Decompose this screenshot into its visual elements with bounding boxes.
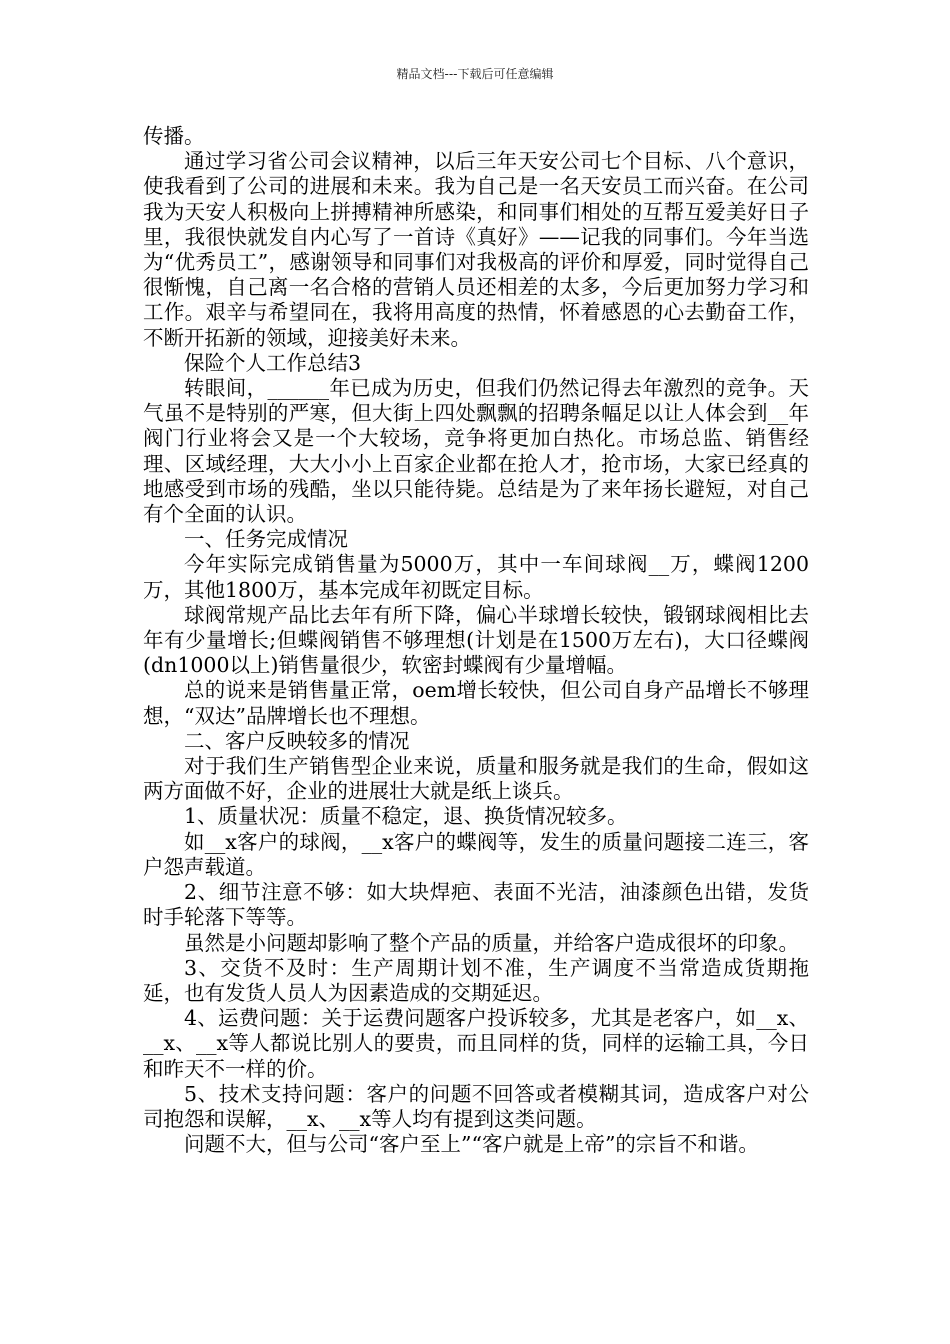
- paragraph: 总的说来是销售量正常，oem增长较快，但公司自身产品增长不够理想，“双达”品牌增长也不理想。: [143, 678, 809, 728]
- section-heading: 二、客户反映较多的情况: [184, 728, 410, 753]
- list-item: 4、运费问题：关于运费问题客户投诉较多，尤其是老客户，如__x、__x、__x等人都说比别人的要贵，而且同样的货，同样的运输工具，今日和昨天不一样的价。: [143, 1006, 809, 1081]
- paragraph: 今年实际完成销售量为5000万，其中一车间球阀__万，蝶阀1200万，其他1800万，基本完成年初既定目标。: [143, 552, 809, 602]
- list-item: 1、质量状况：质量不稳定，退、换货情况较多。: [184, 804, 628, 829]
- paragraph: 转眼间，______年已成为历史，但我们仍然记得去年激烈的竞争。天气虽不是特别的严寒，但大街上四处飘飘的招聘条幅足以让人体会到__年阀门行业将会又是一个大较场，竞争将更加白热化。市场总监、销售经理、区域经理，大大小小上百家企业都在抢人才，抢市场，大家已经真的地感受到市场的残酷，坐以只能待毙。总结是为了来年扬长避短，对自己有个全面的认识。: [143, 376, 809, 527]
- list-item: 3、交货不及时：生产周期计划不准，生产调度不当常造成货期拖延，也有发货人员人为因素造成的交期延迟。: [143, 955, 809, 1005]
- section-heading: 一、任务完成情况: [184, 527, 348, 552]
- section-title: 保险个人工作总结3: [184, 350, 362, 375]
- paragraph: 如__x客户的球阀，__x客户的蝶阀等，发生的质量问题接二连三，客户怨声载道。: [143, 829, 809, 879]
- document-body: [143, 124, 809, 1157]
- paragraph: 对于我们生产销售型企业来说，质量和服务就是我们的生命，假如这两方面做不好，企业的进展壮大就是纸上谈兵。: [143, 754, 809, 804]
- paragraph: 虽然是小问题却影响了整个产品的质量，并给客户造成很坏的印象。: [184, 930, 799, 955]
- paragraph: 球阀常规产品比去年有所下降，偏心半球增长较快，锻钢球阀相比去年有少量增长;但蝶阀销售不够理想(计划是在1500万左右)，大口径蝶阀(dn1000以上)销售量很少，软密封蝶阀有少量增幅。: [143, 602, 809, 678]
- list-item: 5、技术支持问题：客户的问题不回答或者模糊其词，造成客户对公司抱怨和误解，__x、__x等人均有提到这类问题。: [143, 1081, 809, 1131]
- paragraph: 通过学习省公司会议精神，以后三年天安公司七个目标、八个意识，使我看到了公司的进展和未来。我为自己是一名天安员工而兴奋。在公司我为天安人积极向上拼搏精神所感染，和同事们相处的互帮互爱美好日子里，我很快就发自内心写了一首诗《真好》——记我的同事们。今年当选为“优秀员工”，感谢领导和同事们对我极高的评价和厚爱，同时觉得自己很惭愧，自己离一名合格的营销人员还相差的太多，今后更加努力学习和工作。艰辛与希望同在，我将用高度的热情，怀着感恩的心去勤奋工作，不断开拓新的领域，迎接美好未来。: [143, 149, 809, 350]
- paragraph: 传播。: [143, 124, 205, 148]
- paragraph: 问题不大，但与公司“客户至上”“客户就是上帝”的宗旨不和谐。: [184, 1132, 759, 1157]
- list-item: 2、细节注意不够：如大块焊疤、表面不光洁，油漆颜色出错，发货时手轮落下等等。: [143, 880, 809, 930]
- page-header: 精品文档---下载后可任意编辑: [396, 67, 554, 81]
